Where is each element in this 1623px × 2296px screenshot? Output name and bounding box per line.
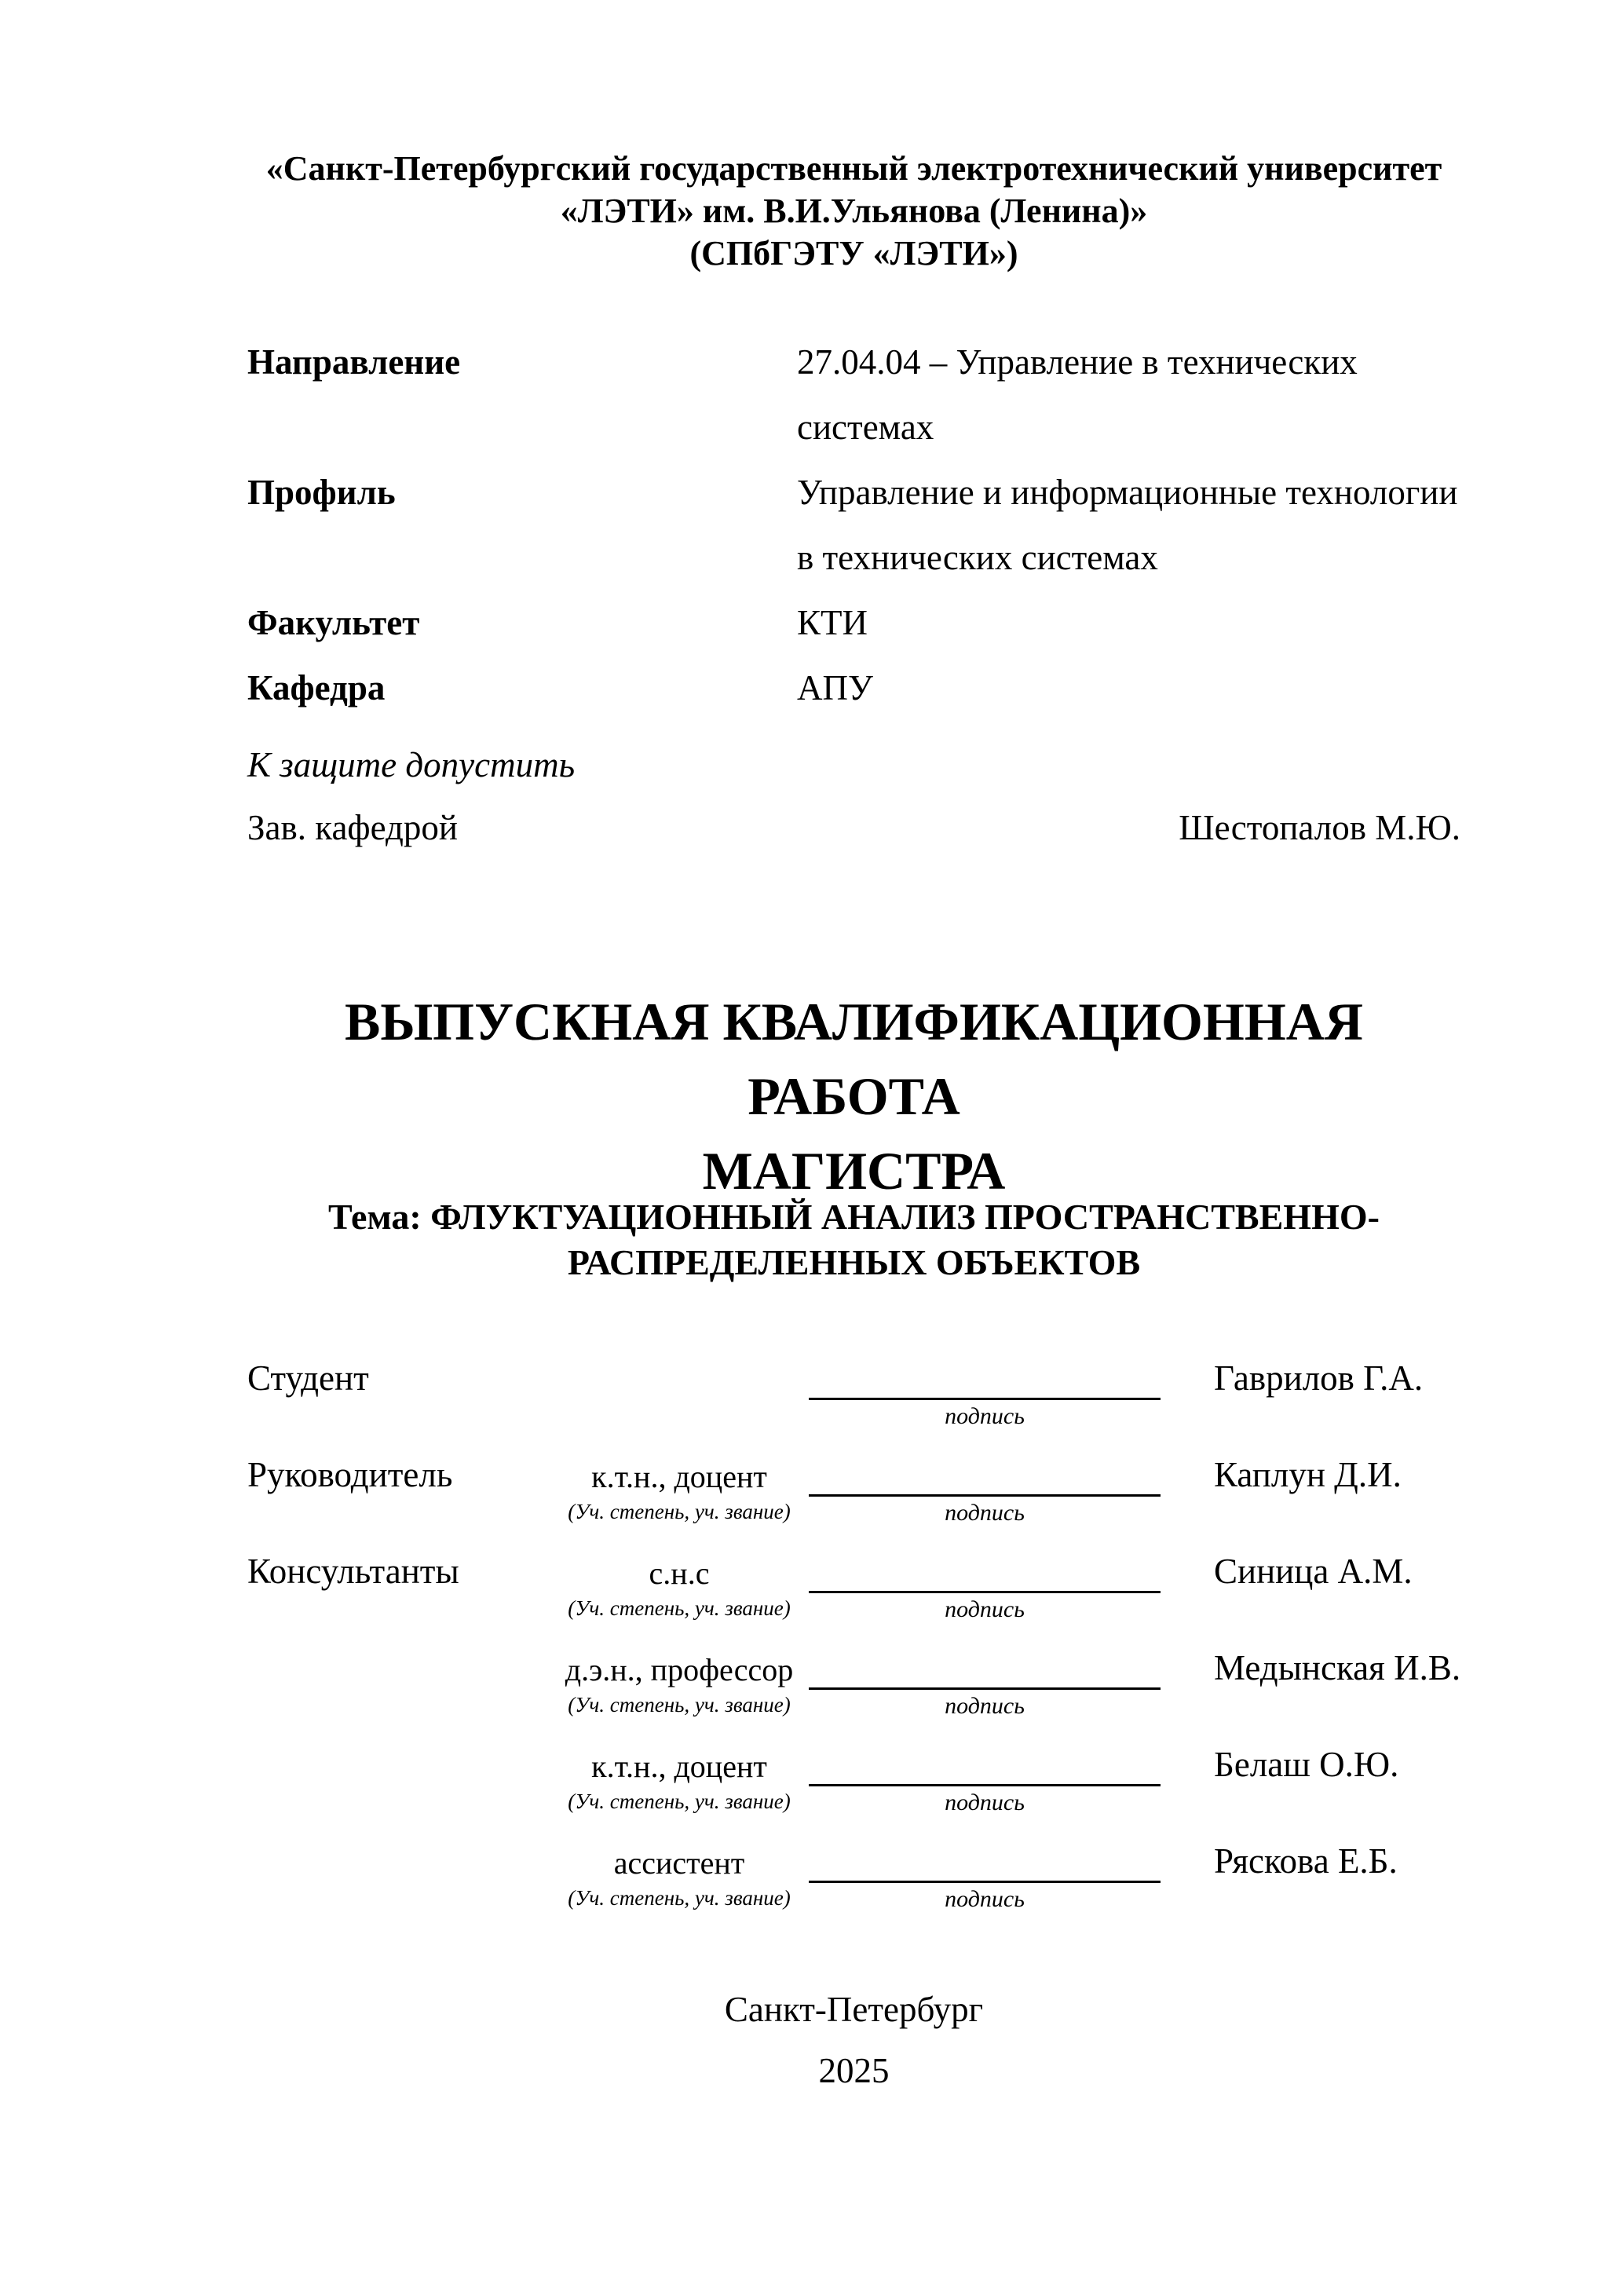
footer-city: Санкт-Петербург [724,1990,984,2029]
university-header-line-3: (СПбГЭТУ «ЛЭТИ») [689,234,1018,272]
theme-line-2: РАСПРЕДЕЛЕННЫХ ОБЪЕКТОВ [567,1242,1141,1282]
info-label-profile: Профиль [247,473,396,512]
info-value-profile: Управление и информационные технологии в технических системах [797,473,1458,577]
signature-caption: подпись [945,1886,1025,1912]
info-value-direction: 27.04.04 – Управление в технических системах [797,342,1358,447]
signer-degree: к.т.н., доцент [591,1459,767,1494]
signature-table [247,1351,1460,1930]
signer-degree-caption: (Уч. степень, уч. звание) [568,1790,791,1813]
signature-caption: подпись [945,1403,1025,1429]
signer-role: Руководитель [247,1455,453,1494]
signature-line [809,1544,1161,1593]
signature-line [809,1640,1161,1690]
info-row-faculty [247,590,1460,656]
footer-block [247,1979,1460,2101]
signer-name: Гаврилов Г.А. [1214,1358,1424,1398]
signer-degree-caption: (Уч. степень, уч. звание) [568,1596,791,1620]
info-row-profile [247,460,1460,590]
signer-name: Медынская И.В. [1214,1648,1461,1687]
signer-degree: ассистент [613,1845,745,1881]
signature-row-student [247,1351,1460,1447]
admission-row [247,796,1460,859]
signer-degree-wrap [550,1351,809,1447]
signer-degree-caption: (Уч. степень, уч. звание) [568,1886,791,1910]
signer-name: Каплун Д.И. [1214,1455,1402,1494]
signer-role: Студент [247,1358,369,1398]
signer-role: Консультанты [247,1552,459,1591]
signature-row-supervisor [247,1447,1460,1544]
info-label-faculty: Факультет [247,603,420,642]
signer-degree-wrap [550,1737,809,1834]
main-title [247,985,1460,1208]
signature-caption: подпись [945,1500,1025,1526]
main-title-line-2: МАГИСТРА [702,1141,1006,1201]
signature-area [809,1834,1161,1914]
footer-year: 2025 [818,2051,890,2090]
signature-caption: подпись [945,1790,1025,1815]
info-value-faculty: КТИ [797,603,868,642]
signer-degree: с.н.с [649,1556,710,1591]
signature-area [809,1544,1161,1624]
admission-block [247,733,1460,859]
signature-row-consultant-1 [247,1544,1460,1640]
info-row-direction [247,330,1460,460]
signature-row-consultant-4 [247,1834,1460,1930]
signer-name: Белаш О.Ю. [1214,1745,1399,1784]
signer-degree: к.т.н., доцент [591,1749,767,1784]
signature-row-consultant-3 [247,1737,1460,1834]
admission-role: Зав. кафедрой [247,808,458,847]
signature-caption: подпись [945,1596,1025,1622]
signer-degree-caption: (Уч. степень, уч. звание) [568,1693,791,1717]
university-header [247,148,1460,275]
signer-degree-wrap [550,1544,809,1640]
signature-line [809,1351,1161,1400]
info-value-department: АПУ [797,668,873,707]
info-label-department: Кафедра [247,668,386,707]
signer-degree: д.э.н., профессор [565,1652,794,1687]
main-title-line-1: ВЫПУСКНАЯ КВАЛИФИКАЦИОННАЯ РАБОТА [345,992,1363,1126]
info-row-department [247,656,1460,721]
signature-area [809,1737,1161,1817]
signer-degree-wrap [550,1834,809,1930]
signer-degree-caption: (Уч. степень, уч. звание) [568,1500,791,1523]
theme-title [247,1194,1460,1285]
university-header-line-2: «ЛЭТИ» им. В.И.Ульянова (Ленина)» [560,192,1148,230]
signature-line [809,1447,1161,1497]
signature-area [809,1351,1161,1431]
admission-name: Шестопалов М.Ю. [1179,808,1460,847]
signature-area [809,1447,1161,1527]
signature-area [809,1640,1161,1720]
program-info-block [247,330,1460,721]
signer-name: Ряскова Е.Б. [1214,1841,1398,1881]
signature-caption: подпись [945,1693,1025,1719]
signer-degree-wrap [550,1640,809,1737]
info-label-direction: Направление [247,342,461,382]
signature-line [809,1834,1161,1883]
signature-row-consultant-2 [247,1640,1460,1737]
university-header-line-1: «Санкт-Петербургский государственный электротехнический университет [265,149,1442,188]
signature-line [809,1737,1161,1786]
signer-degree-wrap [550,1447,809,1544]
signer-name: Синица А.М. [1214,1552,1413,1591]
admission-note: К защите допустить [247,745,576,784]
theme-line-1: Тема: ФЛУКТУАЦИОННЫЙ АНАЛИЗ ПРОСТРАНСТВЕННО- [328,1197,1380,1237]
